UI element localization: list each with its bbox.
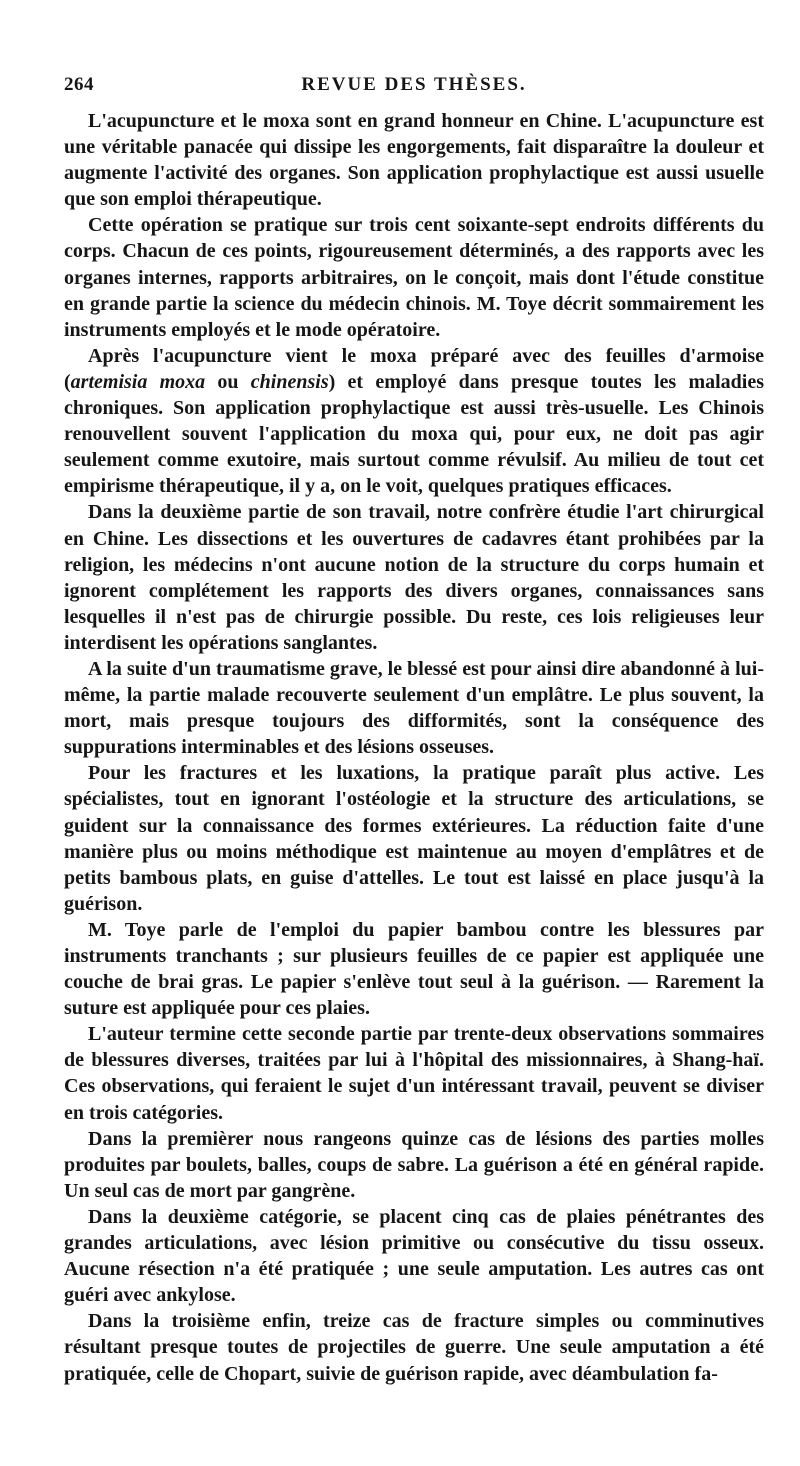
- paragraph-observations: L'auteur termine cette seconde partie par trente-deux observations sommaires de blessures diverses, traitées par lui à l'hôpital des missionnaires, à Shang-haï. Ces observations, qui feraient le sujet d'un intéressant travail, peuvent se diviser en trois catégories.: [64, 1023, 764, 1124]
- paragraph-bamboo-paper: M. Toye parle de l'emploi du papier bambou contre les blessures par instruments tranchants ; sur plusieurs feuilles de ce papier est appliquée une couche de brai gras. Le papier s'enlève tout seul à la guérison. — Rarement la suture est appliquée pour ces plaies.: [64, 918, 764, 1020]
- moxa-text-after: ) et employé dans presque toutes les maladies chroniques. Son application prophylactique est aussi très-usuelle. Les Chinois renouvellent souvent l'application du moxa qui, pour eux, ne doit pas agir seulement comme exutoire, mais surtout comme révulsif. Au milieu de tout cet empirisme thérapeutique, il y a, on le voit, quelques pratiques efficaces.: [64, 370, 765, 498]
- body-text: [64, 108, 764, 1387]
- moxa-italic-chinensis: chinensis: [250, 370, 329, 393]
- paragraph-acupuncture-points: Cette opération se pratique sur trois cent soixante-sept endroits différents du corps. Chacun de ces points, rigoureusement déterminés, a des rapports avec les organes internes, rapports arbitraires, on le conçoit, mais dont l'étude constitue en grande partie la science du médecin chinois. M. Toye décrit sommairement les instruments employés et le mode opératoire.: [64, 214, 764, 341]
- page-header: [64, 72, 764, 104]
- paragraph-category-one: Dans la premièrer nous rangeons quinze cas de lésions des parties molles produites par boulets, balles, coups de sabre. La guérison a été en général rapide. Un seul cas de mort par gangrène.: [64, 1127, 764, 1202]
- page-number: 264: [64, 74, 94, 95]
- moxa-text-before: Après l'acupuncture vient le moxa préparé avec des feuilles d'armoise (: [64, 344, 764, 393]
- paragraph-trauma: A la suite d'un traumatisme grave, le blessé est pour ainsi dire abandonné à lui-même, la partie malade recouverte seulement d'un emplâtre. Le plus souvent, la mort, mais presque toujours des difformités, sont la conséquence des suppurations interminables et des lésions osseuses.: [64, 657, 764, 759]
- running-title: REVUE DES THÈSES.: [301, 74, 527, 95]
- paragraph-category-two: Dans la deuxième catégorie, se placent cinq cas de plaies pénétrantes des grandes articulations, avec lésion primitive ou consécutive du tissu osseux. Aucune résection n'a été pratiquée ; une seule amputation. Les autres cas ont guéri avec ankylose.: [64, 1205, 764, 1307]
- moxa-italic-species: artemisia moxa: [70, 370, 206, 393]
- paragraph-category-three: Dans la troisième enfin, treize cas de fracture simples ou comminutives résultant presque toutes de projectiles de guerre. Une seule amputation a été pratiquée, celle de Chopart, suivie de guérison rapide, avec déambulation fa-: [64, 1310, 764, 1385]
- paragraph-acupuncture-moxa: L'acupuncture et le moxa sont en grand honneur en Chine. L'acupuncture est une véritable panacée qui dissipe les engorgements, fait disparaître la douleur et augmente l'activité des organes. Son application prophylactique est aussi usuelle que son emploi thérapeutique.: [64, 110, 764, 211]
- paragraph-fractures: Pour les fractures et les luxations, la pratique paraît plus active. Les spécialistes, tout en ignorant l'ostéologie et la structure des articulations, se guident sur la connaissance des formes extérieures. La réduction faite d'une manière plus ou moins méthodique est maintenue au moyen d'emplâtres et de petits bambous plats, en guise d'attelles. Le tout est laissé en place jusqu'à la guérison.: [64, 762, 764, 915]
- paragraph-surgical-art: Dans la deuxième partie de son travail, notre confrère étudie l'art chirurgical en Chine. Les dissections et les ouvertures de cadavres étant prohibées par la religion, les médecins n'ont aucune notion de la structure du corps humain et ignorent complétement les rapports des divers organes, connaissances sans lesquelles il n'est pas de chirurgie possible. Du reste, ces lois religieuses leur interdisent les opérations sanglantes.: [64, 501, 764, 654]
- paragraph-moxa: [64, 343, 764, 500]
- moxa-text-middle: ou: [205, 370, 251, 393]
